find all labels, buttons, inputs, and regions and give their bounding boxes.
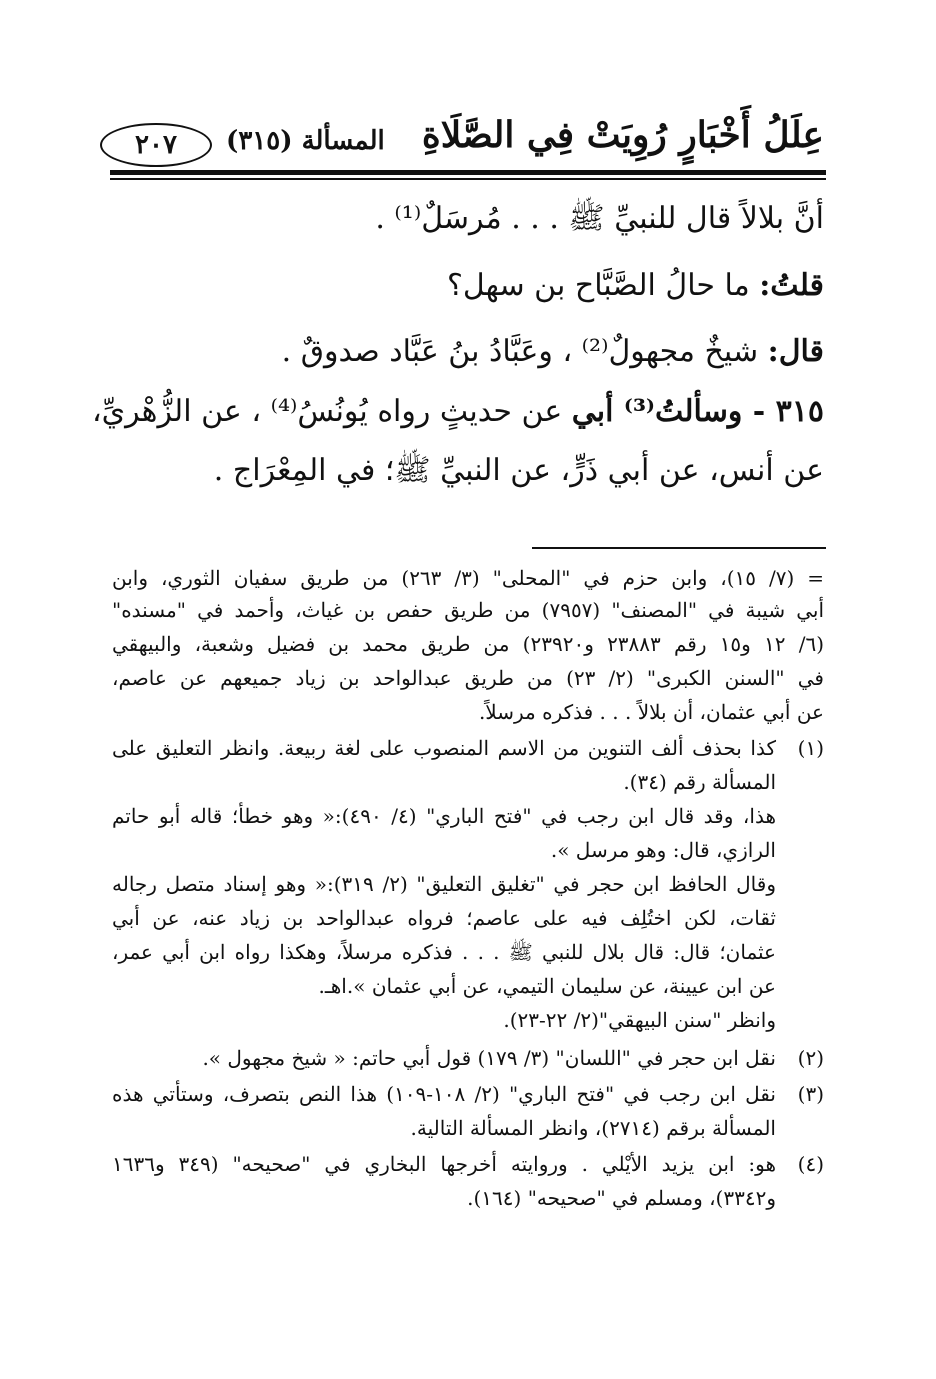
issue-315-heading: ٣١٥ - وسألتُ⁽³⁾ أبي xyxy=(571,394,824,429)
main-line-2 xyxy=(112,268,824,303)
fn-cont-line: = (٧/ ١٥)، وابن حزم في "المحلى" (٣/ ٢٦٣) من طريق سفيان الثوري، وابن xyxy=(112,566,824,590)
footnote-2-line: نقل ابن حجر في "اللسان" (٣/ ١٧٩) قول أبي حاتم: « شيخ مجهول ». xyxy=(202,1046,776,1070)
fn-cont-line: في "السنن الكبرى" (٢/ ٢٣) من طريق عبدالواحد بن زياد جميعهم عن عاصم، xyxy=(112,666,824,690)
main-line-3 xyxy=(112,334,824,369)
footnote-3-line: نقل ابن رجب في "فتح الباري" (٢/ ١٠٨-١٠٩) هذا النص بتصرف، وستأتي هذه xyxy=(112,1082,776,1106)
footnote-3-number: (٣) xyxy=(797,1082,824,1106)
header-rule-thick xyxy=(110,170,826,175)
footnote-1-line: عن ابن عيينة، عن سليمان التيمي، عن أبي عثمان ».اهـ. xyxy=(318,974,776,998)
main-line-4 xyxy=(91,394,824,429)
page-number-badge xyxy=(100,123,212,167)
footnote-1-line: هذا، وقد قال ابن رجب في "فتح الباري" (٤/ ٤٩٠):« وهو خطأ؛ قاله أبو حاتم xyxy=(112,804,776,828)
footnote-1-line: الرازي، قال: وهو مرسل ». xyxy=(550,838,776,862)
fn-cont-line: أبي شيبة في "المصنف" (٧٩٥٧) من طريق حفص بن غياث، وأحمد في "مسنده" xyxy=(112,598,825,622)
main-line-4-text: عن حديثٍ رواه يُونُسُ⁽⁴⁾ ، عن الزُّهْريِّ، xyxy=(91,394,572,429)
footnote-1-line: ثقات، لكن اختُلِف فيه على عاصم؛ فرواه عبدالواحد بن زياد عنه، عن أبي xyxy=(112,906,776,930)
footnote-1-line: وقال الحافظ ابن حجر في "تغليق التعليق" (٢/ ٣١٩):« وهو إسناد متصل رجاله xyxy=(112,872,776,896)
header-rule-thin xyxy=(110,178,826,180)
footnote-1-line: المسألة رقم (٣٤). xyxy=(623,770,776,794)
footnote-3-line: المسألة برقم (٢٧١٤)، وانظر المسألة التالية. xyxy=(410,1116,776,1140)
issue-label: المسألة (٣١٥) xyxy=(226,126,385,156)
qala-label: قال: xyxy=(767,334,824,369)
main-line-5: عن أنس، عن أبي ذَرٍّ، عن النبيِّ ﷺ؛ في المِعْرَاج . xyxy=(213,453,824,488)
footnote-separator xyxy=(532,547,826,549)
footnote-1-line: عثمان؛ قال: قال بلال للنبي ﷺ . . . فذكره مرسلاً، وهكذا رواه ابن أبي عمر، xyxy=(112,940,776,964)
footnote-1-number: (١) xyxy=(797,736,824,760)
main-line-3-text: شيخٌ مجهولٌ⁽²⁾ ، وعَبَّادُ بنُ عَبَّاد صدوقٌ . xyxy=(281,334,768,369)
fn-cont-line: (٦/ ١٢ و١٥ رقم ٢٣٨٨٣ و٢٣٩٢٠) من طريق محمد بن فضيل وشعبة، والبيهقي xyxy=(112,632,825,656)
qultu-label: قلتُ: xyxy=(759,268,824,303)
footnote-4-line: هو: ابن يزيد الأيْلي . وروايته أخرجها البخاري في "صحيحه" (٣٤٩ و١٦٣٦ xyxy=(112,1152,776,1176)
fn-cont-line: عن أبي عثمان، أن بلالاً . . . فذكره مرسلاً. xyxy=(478,700,824,724)
footnote-4-number: (٤) xyxy=(797,1152,824,1176)
footnote-1-line: كذا بحذف ألف التنوين من الاسم المنصوب على لغة ربيعة. وانظر التعليق على xyxy=(112,736,776,760)
running-title: عِلَلُ أَخْبَارٍ رُوِيَتْ فِي الصَّلَاةِ xyxy=(421,114,824,156)
main-line-1: أنَّ بلالاً قال للنبيِّ ﷺ . . . مُرسَلٌ⁽¹⁾ . xyxy=(375,201,824,236)
footnote-4-line: و٣٣٤٢)، ومسلم في "صحيحه" (١٦٤). xyxy=(467,1186,776,1210)
footnote-1-line: وانظر "سنن البيهقي"(٢/ ٢٢-٢٣). xyxy=(503,1008,776,1032)
page-number: ٢٠٧ xyxy=(135,130,177,160)
footnote-2-number: (٢) xyxy=(797,1046,824,1070)
main-line-2-text: ما حالُ الصَّبَّاح بن سهل؟ xyxy=(446,268,760,303)
